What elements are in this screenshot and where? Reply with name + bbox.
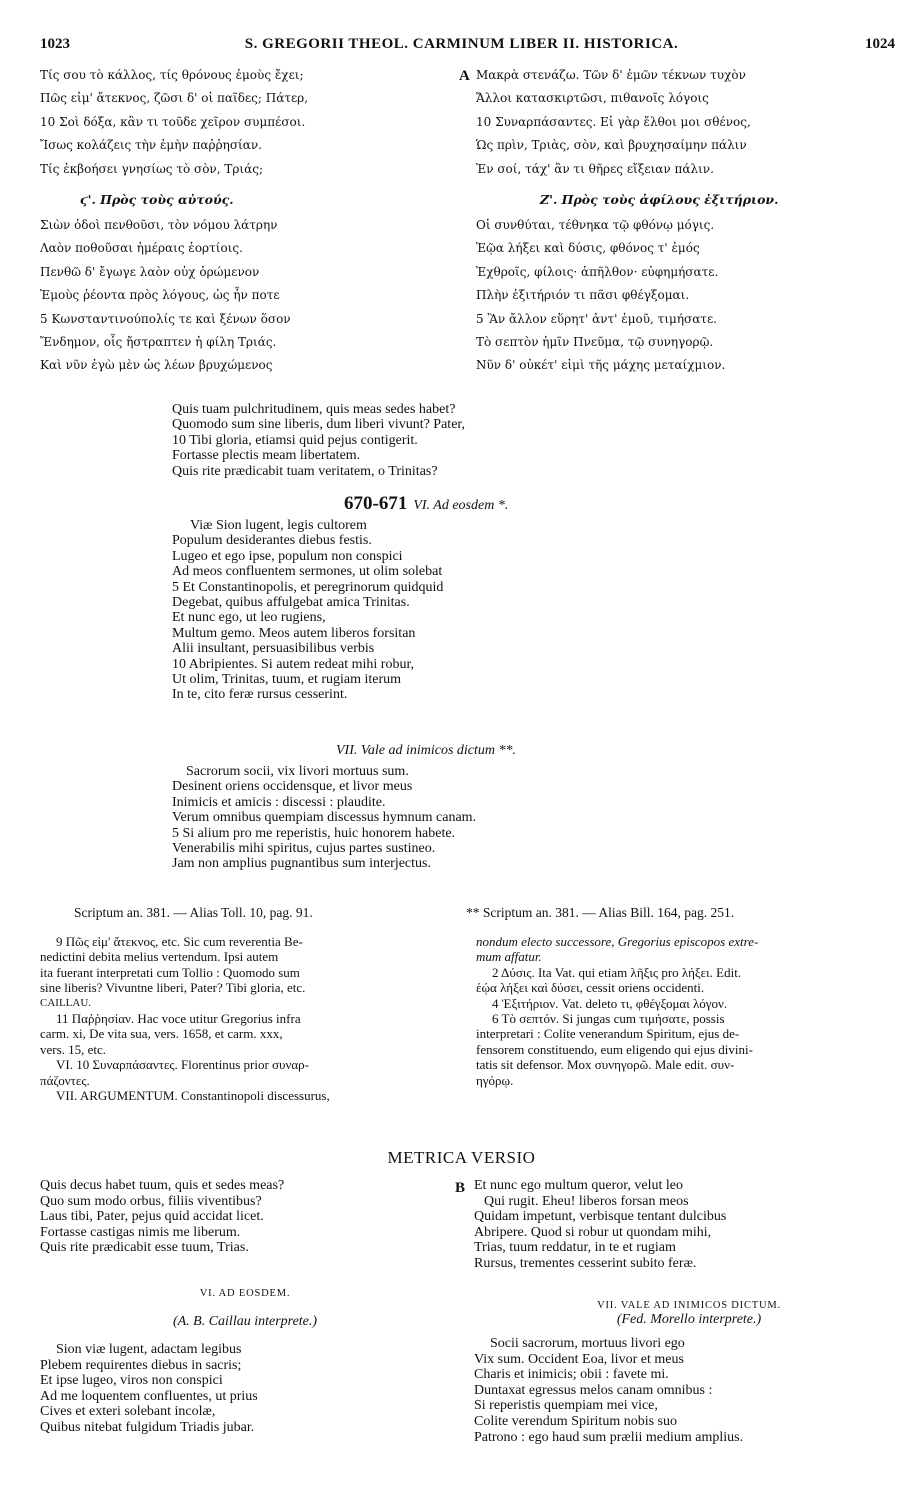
note-line: tatis sit defensor. Mox συνηγορῶ. Male edit. συν- (476, 1057, 735, 1073)
verse-line: Πῶς εἰμ' ἄτεκνος, ζῶσι δ' οἱ παῖδες; Πάτερ, (40, 91, 309, 106)
verse-line: 10 Συναρπάσαντες. Εἰ γὰρ ἔλθοι μοι σθένος, (476, 114, 751, 129)
verse-line: Ad me loquentem confluentes, ut prius (40, 1388, 258, 1404)
metrica-vii-interpreter: (Fed. Morello interprete.) (616, 1312, 762, 1327)
note-line: VII. ARGUMENTUM. Constantinopoli discessurus, (56, 1088, 330, 1104)
greek-right-heading: Ζ'. Πρὸς τοὺς ἀφίλους ἐξιτήριον. (540, 192, 779, 207)
verse-line: Μακρὰ στενάζω. Τῶν δ' ἐμῶν τέκνων τυχὸν (476, 68, 746, 82)
metrica-left-top (40, 1178, 450, 1256)
margin-letter-a: A (459, 68, 470, 84)
verse-line: Qui rugit. Eheu! liberos forsan meos (484, 1193, 689, 1209)
verse-line: Lugeo et ego ipse, populum non conspici (172, 548, 403, 564)
notes-right (476, 934, 906, 1088)
metrica-vi (40, 1342, 450, 1436)
verse-line: Quis rite prædicabit tuam veritatem, o Trinitas? (172, 463, 438, 479)
verse-line: Ὡς πρὶν, Τριὰς, σὸν, καὶ βρυχησαίμην πάλιν (476, 138, 747, 153)
verse-line: Πενθῶ δ' ἔγωγε λαὸν οὐχ ὁρώμενον (40, 264, 260, 279)
verse-line: Ἐν σοί, τάχ' ἂν τι θῆρες εἴξειαν πάλιν. (476, 161, 714, 176)
greek-right-poem (476, 214, 906, 378)
verse-line: Quibus nitebat fulgidum Triadis jubar. (40, 1419, 255, 1435)
greek-left-poem (40, 214, 440, 378)
heading-text: VI. Ad eosdem *. (413, 498, 509, 513)
verse-line: Alii insultant, persuasibilibus verbis (172, 641, 375, 657)
note-line: mum affatur. (476, 949, 542, 965)
verse-line: Abripere. Quod si robur ut quondam mihi, (474, 1224, 712, 1240)
verse-line: Λαὸν ποθοῦσαι ἡμέραις ἑορτίοις. (40, 241, 243, 256)
verse-line: 10 Σοὶ δόξα, κἂν τι τοῦδε χεῖρον συμπέσοι. (40, 114, 306, 129)
verse-line: Ἔνδημον, οἷς ἤστραπτεν ἡ φίλη Τριάς. (40, 335, 277, 350)
verse-line: Ἐμοὺς ῥέοντα πρὸς λόγους, ὡς ἦν ποτε (40, 288, 280, 303)
verse-line: Quis rite prædicabit esse tuum, Trias. (40, 1240, 249, 1256)
note-line: VI. 10 Συναρπάσαντες. Florentinus prior συναρ- (56, 1057, 309, 1073)
metrica-vii-heading: VII. VALE AD INIMICOS DICTUM. (597, 1300, 781, 1311)
verse-line: Cives et exteri solebant incolæ, (40, 1404, 216, 1420)
greek-right-top (476, 64, 906, 181)
verse-line: Καὶ νῦν ἐγὼ μὲν ὡς λέων βρυχώμενος (40, 358, 273, 373)
note-line: πάζοντες. (40, 1072, 90, 1088)
verse-line: Venerabilis mihi spiritus, cujus partes sustineo. (172, 841, 436, 857)
verse-line: Τὸ σεπτὸν ἡμῖν Πνεῦμα, τῷ συνηγορῷ. (476, 335, 714, 350)
verse-line: Socii sacrorum, mortuus livori ego (490, 1336, 685, 1351)
verse-line: Οἱ συνθύται, τέθνηκα τῷ φθόνῳ μόγις. (476, 218, 715, 232)
verse-line: Populum desiderantes diebus festis. (172, 533, 372, 549)
verse-line: Laus tibi, Pater, pejus quid accidat licet. (40, 1209, 264, 1225)
verse-line: Patrono : ego haud sum prælii medium amplius. (474, 1429, 744, 1445)
running-title: S. GREGORII THEOL. CARMINUM LIBER II. HISTORICA. (244, 36, 679, 52)
latin-top (172, 402, 732, 479)
verse-line: Quis tuam pulchritudinem, quis meas sedes habet? (172, 402, 456, 417)
verse-line: Quomodo sum sine liberis, dum liberi vivunt? Pater, (172, 417, 466, 433)
source-left: Scriptum an. 381. — Alias Toll. 10, pag. 91. (74, 905, 313, 920)
note-line: interpretari : Colite venerandum Spiritum, ejus de- (476, 1026, 740, 1042)
verse-line: 5 Ἂν ἄλλον εὕρητ' ἀντ' ἐμοῦ, τιμήσατε. (476, 311, 717, 326)
verse-line: Verum omnibus quempiam discessus hymnum canam. (172, 810, 477, 826)
verse-line: In te, cito feræ rursus cesserint. (172, 687, 348, 703)
metrica-vii (474, 1336, 904, 1445)
note-line: 6 Τὸ σεπτόν. Si jungas cum τιμήσατε, possis (492, 1011, 725, 1027)
verse-line: Ἴσως κολάζεις τὴν ἐμὴν παῤῥησίαν. (40, 138, 262, 153)
verse-line: Fortasse castigas nimis me liberum. (40, 1224, 241, 1240)
verse-line: Σιὼν ὁδοὶ πενθοῦσι, τὸν νόμου λάτρην (40, 218, 278, 232)
note-line: ηγόρῳ. (476, 1072, 514, 1088)
greek-left-heading: ϛ'. Πρὸς τοὺς αὐτούς. (80, 192, 234, 207)
verse-line: Rursus, trementes cesserint subito feræ. (474, 1255, 697, 1271)
verse-line: Ἑῷα λήξει καὶ δύσις, φθόνος τ' ἐμός (476, 241, 700, 256)
section-title: METRICA VERSIO (387, 1148, 536, 1167)
verse-line: Colite verendum Spiritum nobis suo (474, 1413, 677, 1429)
verse-line: Τίς ἐκβοήσει γνησίως τὸ σὸν, Τριάς; (40, 161, 263, 176)
verse-line: 5 Κωνσταντινούπολίς τε καὶ ξένων ὅσον (40, 311, 291, 326)
verse-line: Sion viæ lugent, adactam legibus (56, 1342, 242, 1357)
note-line: sine liberis? Vivuntne liberi, Pater? Tibi gloria, etc. (40, 980, 306, 996)
verse-line: Et nunc ego multum queror, velut leo (474, 1178, 684, 1193)
verse-line: Plebem requirentes diebus in sacris; (40, 1357, 242, 1373)
verse-line: 10 Tibi gloria, etiamsi quid pejus contigerit. (172, 432, 418, 448)
verse-line: Viæ Sion lugent, legis cultorem (190, 518, 367, 533)
verse-line: Charis et inimicis; obii : favete mi. (474, 1367, 669, 1383)
verse-line: Quo sum modo orbus, filiis viventibus? (40, 1193, 262, 1209)
note-line: fensorem constituendo, eum eligendo qui ejus divini- (476, 1041, 753, 1057)
verse-line: Desinent oriens occidensque, et livor meus (172, 779, 413, 795)
margin-letter-b: B (455, 1180, 466, 1196)
note-line: vers. 15, etc. (40, 1041, 107, 1057)
verse-line: 5 Si alium pro me reperistis, huic honorem habete. (172, 825, 456, 841)
verse-line: 10 Abripientes. Si autem redeat mihi robur, (172, 656, 415, 672)
metrica-vi-heading: VI. AD EOSDEM. (199, 1288, 291, 1299)
verse-line: Ἄλλοι κατασκιρτῶσι, πιθανοῖς λόγοις (476, 91, 709, 106)
verse-line: Ἐχθροῖς, φίλοις· ἀπῆλθον· εὐφημήσατε. (476, 264, 719, 279)
verse-line: Et ipse lugeo, viros non conspici (40, 1373, 223, 1389)
notes-left (40, 934, 450, 1103)
verse-line: Quidam impetunt, verbisque tentant dulcibus (474, 1209, 727, 1225)
note-line: 11 Παῤῥησίαν. Hac voce utitur Gregorius infra (56, 1011, 301, 1027)
verse-line: Vix sum. Occident Eoa, livor et meus (474, 1351, 684, 1367)
latin-vii-heading: VII. Vale ad inimicos dictum **. (336, 743, 517, 758)
verse-line: Inimicis et amicis : discessi : plaudite. (172, 794, 386, 810)
page-number-right: 1024 (865, 36, 895, 52)
verse-line: Νῦν δ' οὐκέτ' εἰμὶ τῆς μάχης μεταίχμιον. (476, 358, 726, 373)
latin-vi-heading (344, 494, 744, 516)
source-right: ** Scriptum an. 381. — Alias Bill. 164, pag. 251. (466, 905, 735, 920)
verse-line: Fortasse plectis meam libertatem. (172, 448, 361, 464)
latin-vi (172, 518, 732, 703)
page-number-left: 1023 (40, 36, 70, 52)
verse-line: Multum gemo. Meos autem liberos forsitan (172, 625, 416, 641)
note-line: 4 Ἐξιτήριον. Vat. deleto τι, φθέγξομαι λόγον. (492, 995, 728, 1011)
verse-line: Πλὴν ἐξιτήριόν τι πᾶσι φθέγξομαι. (476, 288, 690, 303)
note-line: carm. xi, De vita sua, vers. 1658, et carm. xxx, (40, 1026, 283, 1042)
greek-left-top (40, 64, 440, 181)
note-line: 9 Πῶς εἰμ' ἄτεκνος, etc. Sic cum reverentia Be- (56, 934, 303, 949)
note-line: 2 Δύσις. Ita Vat. qui etiam λῆξις pro λήξει. Edit. (492, 964, 742, 980)
note-line: ἑῴα λήξει καὶ δύσει, cessit oriens occidenti. (476, 980, 705, 996)
verse-line: Et nunc ego, ut leo rugiens, (172, 610, 326, 626)
verse-line: Ut olim, Trinitas, tuum, et rugiam iterum (172, 672, 402, 688)
column-number: 670-671 (344, 493, 408, 514)
note-line: ita fuerant interpretati cum Tollio : Quomodo sum (40, 964, 300, 980)
verse-line: Ad meos confluentem sermones, ut olim solebat (172, 564, 443, 580)
latin-vii (172, 764, 732, 872)
verse-line: Trias, tuum reddatur, in te et rugiam (474, 1240, 676, 1256)
note-line: nedictini debita melius vertendum. Ipsi autem (40, 949, 279, 965)
verse-line: Si reperistis quempiam mei vice, (474, 1398, 658, 1414)
verse-line: Duntaxat egressus melos canam omnibus : (474, 1382, 713, 1398)
verse-line: 5 Et Constantinopolis, et peregrinorum quidquid (172, 579, 444, 595)
verse-line: Τίς σου τὸ κάλλος, τίς θρόνους ἐμοὺς ἔχει; (40, 68, 304, 82)
verse-line: Jam non amplius pugnantibus sum interjectus. (172, 856, 431, 872)
metrica-right-top (474, 1178, 904, 1272)
verse-line: Degebat, quibus affulgebat amica Trinitas. (172, 595, 410, 611)
metrica-vi-interpreter: (A. B. Caillau interprete.) (172, 1314, 318, 1329)
note-line: CAILLAU. (40, 996, 92, 1009)
verse-line: Sacrorum socii, vix livori mortuus sum. (186, 764, 409, 779)
running-header (0, 36, 923, 56)
verse-line: Quis decus habet tuum, quis et sedes meas? (40, 1178, 285, 1193)
note-line: nondum electo successore, Gregorius episcopos extre- (476, 934, 759, 949)
